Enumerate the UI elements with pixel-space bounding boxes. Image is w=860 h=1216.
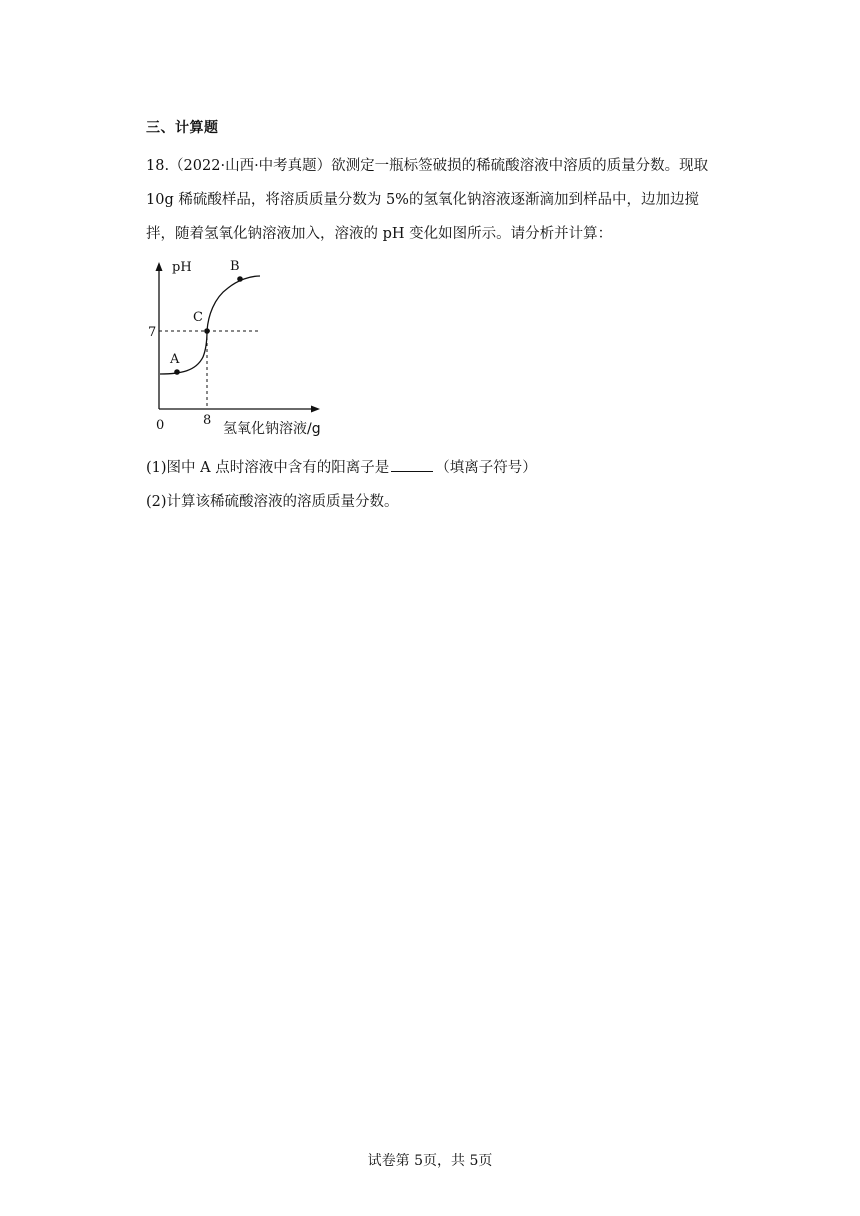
point-c	[204, 328, 210, 334]
section-heading: 三、计算题	[146, 120, 219, 136]
question-18	[146, 149, 716, 251]
origin-label: 0	[156, 418, 165, 433]
sub-question-2: (2)计算该稀硫酸溶液的溶质质量分数。	[146, 494, 399, 510]
ph-curve-chart	[146, 254, 346, 439]
y-axis-arrow	[156, 262, 163, 271]
point-a	[174, 369, 180, 375]
y-axis-label: pH	[172, 260, 192, 275]
point-b	[237, 276, 243, 282]
answer-blank[interactable]	[391, 457, 433, 472]
y-tick-label: 7	[148, 325, 157, 340]
x-axis-label: 氢氧化钠溶液/g	[223, 421, 321, 437]
ph-curve-figure	[146, 254, 346, 439]
page-footer: 试卷第 5页，共 5页	[367, 1153, 493, 1169]
x-tick-label: 8	[203, 413, 212, 428]
point-label-b: B	[230, 259, 240, 274]
question-line: 18.（2022·山西·中考真题）欲测定一瓶标签破损的稀硫酸溶液中溶质的质量分数。现取	[146, 158, 709, 174]
point-label-c: C	[193, 310, 203, 325]
sub-question-1-text: (1)图中 A 点时溶液中含有的阳离子是	[146, 460, 390, 476]
sub-question-1-hint: （填离子符号）	[435, 460, 537, 476]
x-axis-arrow	[311, 406, 320, 413]
question-line: 10g 稀硫酸样品，将溶质质量分数为 5%的氢氧化钠溶液逐渐滴加到样品中，边加边搅	[146, 192, 699, 208]
question-line: 拌，随着氢氧化钠溶液加入，溶液的 pH 变化如图所示。请分析并计算：	[146, 226, 613, 242]
point-label-a: A	[170, 352, 180, 367]
sub-question-1	[146, 456, 537, 477]
